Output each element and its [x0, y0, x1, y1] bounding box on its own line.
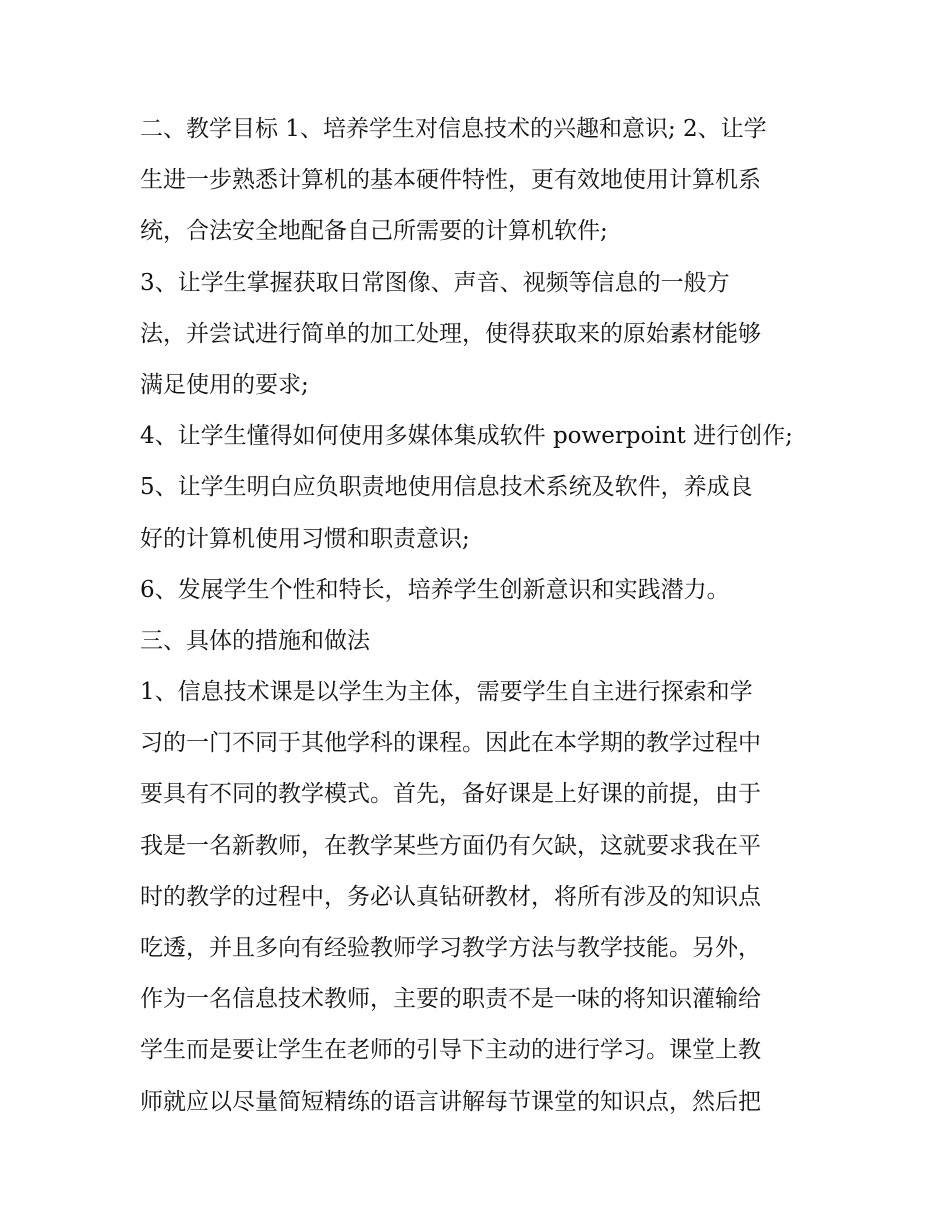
text-line: 满足使用的要求;: [140, 371, 309, 398]
text-line: 二、教学目标 1、培养学生对信息技术的兴趣和意识; 2、让学: [140, 116, 767, 142]
text-line: 5、让学生明白应负职责地使用信息技术系统及软件，养成良: [140, 474, 753, 501]
text-line: 要具有不同的教学模式。首先，备好课是上好课的前提，由于: [140, 781, 761, 808]
text-line: 作为一名信息技术教师，主要的职责不是一味的将知识灌输给: [140, 986, 761, 1013]
text-line: 6、发展学生个性和特长，培养学生创新意识和实践潜力。: [140, 576, 730, 603]
text-line: 我是一名新教师，在教学某些方面仍有欠缺，这就要求我在平: [140, 832, 761, 859]
section-heading: 三、具体的措施和做法: [140, 627, 370, 654]
text-line: 学生而是要让学生在老师的引导下主动的进行学习。课堂上教: [140, 1037, 761, 1064]
document-page: [140, 104, 820, 1128]
text-line: 习的一门不同于其他学科的课程。因此在本学期的教学过程中: [140, 730, 761, 757]
text-line: 生进一步熟悉计算机的基本硬件特性，更有效地使用计算机系: [140, 167, 761, 194]
text-line: 好的计算机使用习惯和职责意识;: [140, 525, 470, 552]
text-line: 师就应以尽量简短精练的语言讲解每节课堂的知识点，然后把: [140, 1088, 761, 1115]
text-line: 吃透，并且多向有经验教师学习教学方法与教学技能。另外，: [140, 935, 761, 961]
text-line: 统，合法安全地配备自己所需要的计算机软件;: [140, 218, 608, 245]
text-line: 4、让学生懂得如何使用多媒体集成软件 powerpoint 进行创作;: [140, 423, 793, 450]
text-line: 1、信息技术课是以学生为主体，需要学生自主进行探索和学: [140, 679, 753, 706]
text-line: 时的教学的过程中，务必认真钻研教材，将所有涉及的知识点: [140, 883, 761, 910]
text-line: 3、让学生掌握获取日常图像、声音、视频等信息的一般方: [140, 269, 730, 296]
text-line: 法，并尝试进行简单的加工处理，使得获取来的原始素材能够: [140, 320, 761, 347]
